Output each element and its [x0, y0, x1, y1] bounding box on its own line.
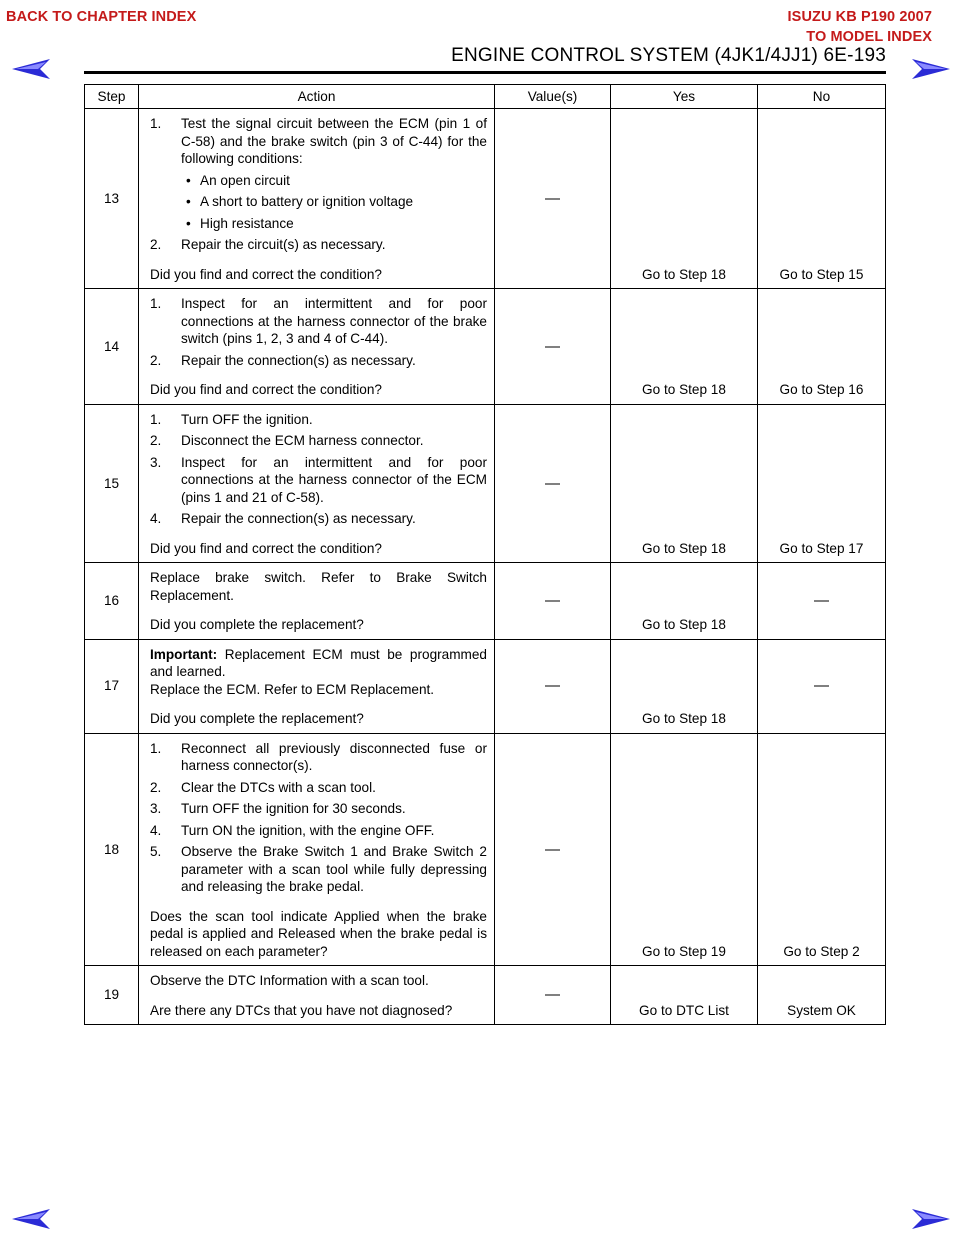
action-cell: [139, 639, 495, 733]
no-result: —: [758, 563, 886, 640]
item-text: Repair the connection(s) as necessary.: [181, 511, 416, 526]
table-row: [85, 639, 886, 733]
page-header-title: ENGINE CONTROL SYSTEM (4JK1/4JJ1) 6E-193: [451, 45, 886, 66]
table-header-row: [85, 85, 886, 109]
value-cell: —: [495, 109, 611, 289]
action-question: Did you find and correct the condition?: [150, 382, 382, 397]
item-number: 4.: [150, 822, 162, 838]
value-cell: —: [495, 966, 611, 1025]
header-value: Value(s): [495, 85, 611, 109]
action-item: [150, 740, 487, 775]
action-question: Did you find and correct the condition?: [150, 266, 382, 282]
table-row: [85, 966, 886, 1025]
action-question: Did you complete the replacement?: [150, 711, 364, 726]
value-cell: —: [495, 404, 611, 563]
model-index-link[interactable]: TO MODEL INDEX: [806, 29, 932, 45]
item-number: 1.: [150, 296, 162, 311]
action-item: [150, 454, 487, 507]
item-number: 2.: [150, 352, 162, 368]
step-number: 19: [85, 966, 139, 1025]
yes-result: Go to DTC List: [611, 966, 758, 1025]
action-cell: [139, 404, 495, 563]
action-item: [150, 352, 487, 370]
value-cell: —: [495, 733, 611, 966]
item-text: Turn ON the ignition, with the engine OFF.: [181, 822, 435, 838]
bullet-text: A short to battery or ignition voltage: [200, 194, 414, 209]
item-number: 4.: [150, 511, 162, 526]
step-number: 18: [85, 733, 139, 966]
item-text: Repair the circuit(s) as necessary.: [181, 237, 386, 252]
header-yes: Yes: [611, 85, 758, 109]
table-row: [85, 109, 886, 289]
yes-result: Go to Step 18: [611, 563, 758, 640]
action-text: Replace the ECM. Refer to ECM Replacement.: [150, 681, 435, 697]
action-cell: [139, 563, 495, 640]
action-item: [150, 800, 487, 818]
important-text: Replacement ECM must be programmed and learned.: [150, 646, 487, 679]
step-number: 13: [85, 109, 139, 289]
bullet-item: • An open circuit: [186, 172, 290, 188]
value-cell: —: [495, 639, 611, 733]
no-result: Go to Step 16: [758, 289, 886, 405]
header-action: Action: [139, 85, 495, 109]
action-item: [150, 411, 487, 429]
no-result: —: [758, 639, 886, 733]
action-question: Did you find and correct the condition?: [150, 540, 382, 556]
model-title-link[interactable]: ISUZU KB P190 2007: [787, 9, 932, 25]
action-item: [150, 295, 487, 348]
action-text: Observe the DTC Information with a scan tool.: [150, 973, 429, 988]
value-cell: —: [495, 289, 611, 405]
action-cell: [139, 109, 495, 289]
item-text: Clear the DTCs with a scan tool.: [181, 779, 376, 795]
item-number: 2.: [150, 237, 162, 252]
next-page-arrow-bottom-icon[interactable]: [908, 1206, 952, 1232]
item-text: Repair the connection(s) as necessary.: [181, 352, 416, 368]
step-number: 17: [85, 639, 139, 733]
table-row: [85, 289, 886, 405]
header-step: Step: [85, 85, 139, 109]
bullet-item: • A short to battery or ignition voltage: [186, 194, 414, 209]
no-result: Go to Step 17: [758, 404, 886, 563]
header-no: No: [758, 85, 886, 109]
action-cell: [139, 733, 495, 966]
action-item: [150, 236, 487, 254]
next-page-arrow-icon[interactable]: [908, 56, 952, 82]
item-text: Turn OFF the ignition for 30 seconds.: [181, 801, 406, 816]
yes-result: Go to Step 18: [611, 109, 758, 289]
value-cell: —: [495, 563, 611, 640]
item-number: 2.: [150, 433, 162, 448]
table-row: [85, 733, 886, 966]
action-text: Replace brake switch. Refer to Brake Switch Replacement.: [150, 570, 487, 603]
back-to-chapter-index-link[interactable]: BACK TO CHAPTER INDEX: [6, 9, 197, 25]
action-item: [150, 843, 487, 896]
item-number: 1.: [150, 116, 162, 131]
no-result: Go to Step 2: [758, 733, 886, 966]
table-row: [85, 563, 886, 640]
bullet-text: High resistance: [200, 215, 294, 231]
item-number: 1.: [150, 740, 162, 756]
action-item: [150, 510, 487, 528]
bullet-item: • High resistance: [186, 215, 294, 231]
action-cell: [139, 289, 495, 405]
header-rule: [84, 71, 886, 74]
item-number: 3.: [150, 801, 162, 816]
table-row: [85, 404, 886, 563]
action-item: [150, 779, 487, 797]
yes-result: Go to Step 18: [611, 639, 758, 733]
action-question: Did you complete the replacement?: [150, 617, 364, 632]
prev-page-arrow-bottom-icon[interactable]: [10, 1206, 54, 1232]
no-result: Go to Step 15: [758, 109, 886, 289]
item-number: 1.: [150, 411, 162, 427]
item-text: Disconnect the ECM harness connector.: [181, 433, 424, 448]
step-number: 16: [85, 563, 139, 640]
item-text: Inspect for an intermittent and for poor connections at the harness connector of the ECM (pins 1 and 21 of C-58).: [181, 454, 487, 505]
item-text: Inspect for an intermittent and for poor connections at the harness connector of the brake switch (pins 1, 2, 3 and 4 of C-44).: [181, 296, 487, 346]
item-text: Observe the Brake Switch 1 and Brake Switch 2 parameter with a scan tool while fully depressing and releasing the brake pedal.: [181, 844, 487, 894]
step-number: 14: [85, 289, 139, 405]
item-text: Reconnect all previously disconnected fuse or harness connector(s).: [181, 740, 487, 773]
important-note: [150, 646, 487, 681]
action-cell: [139, 966, 495, 1025]
item-number: 5.: [150, 844, 162, 859]
item-number: 3.: [150, 454, 162, 470]
yes-result: Go to Step 18: [611, 404, 758, 563]
important-label: Important:: [150, 646, 218, 662]
action-item: [150, 432, 487, 450]
step-number: 15: [85, 404, 139, 563]
item-text: Test the signal circuit between the ECM (pin 1 of C-58) and the brake switch (pin 3 of C-44) for the following conditions:: [181, 116, 487, 166]
item-text: Turn OFF the ignition.: [181, 411, 313, 427]
action-question: Does the scan tool indicate Applied when the brake pedal is applied and Released when the brake pedal is released on each parameter?: [150, 908, 487, 959]
action-question: Are there any DTCs that you have not diagnosed?: [150, 1002, 453, 1018]
action-item: [150, 822, 487, 840]
item-number: 2.: [150, 779, 162, 795]
yes-result: Go to Step 18: [611, 289, 758, 405]
bullet-text: An open circuit: [200, 172, 290, 188]
diagnostic-table: [84, 84, 886, 1025]
yes-result: Go to Step 19: [611, 733, 758, 966]
no-result: System OK: [758, 966, 886, 1025]
action-item: [150, 115, 487, 168]
